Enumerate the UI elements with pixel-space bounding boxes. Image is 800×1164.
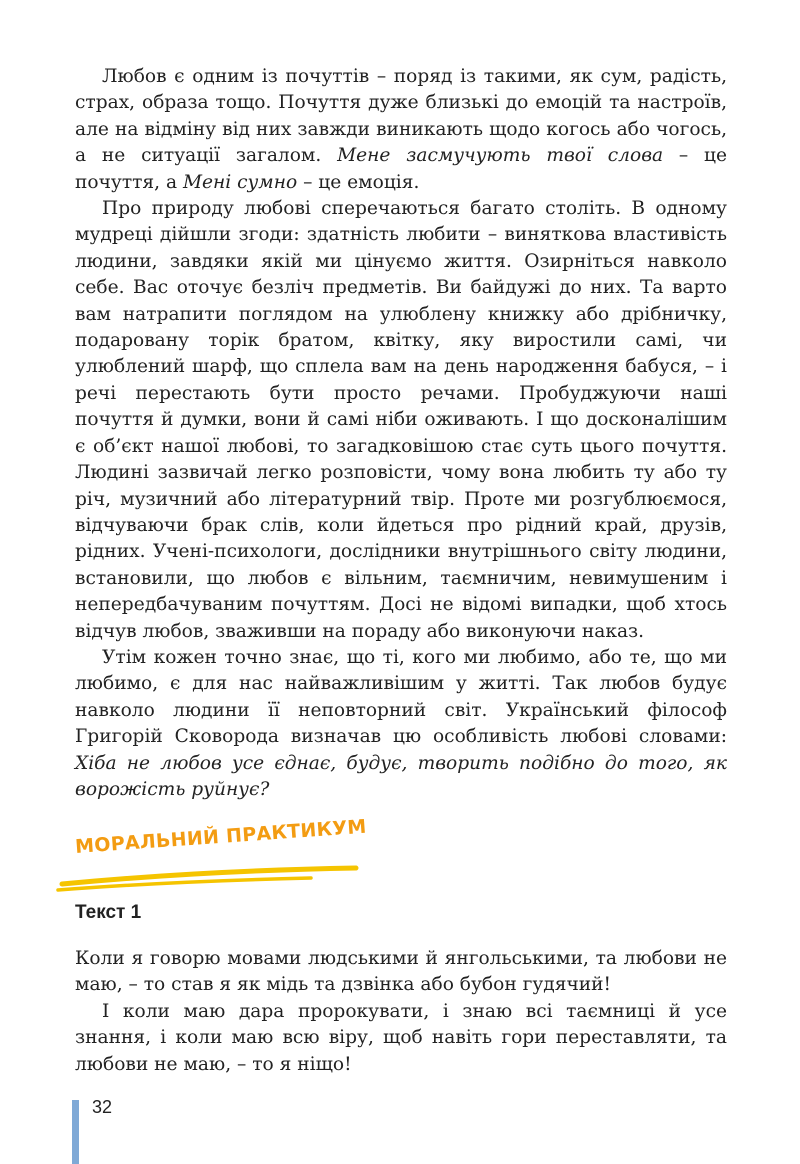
paragraph-3-text: Утім кожен точно знає, що ті, кого ми любимо, або те, що ми любимо, є для нас найважливішим у житті. Так любов будує навколо людини її неповторний світ. Український філософ Григорій Сковорода визначав цю особливість любові словами: [75,646,727,748]
paragraph-1-text: Любов є одним із почуттів – поряд із такими, як сум, радість, страх, образа тощо. Почуття дуже близькі до емоцій та настроїв, але на відміну від них завжди виникають щодо когось або чогось, а не ситуації загалом. [75,66,727,167]
paragraph-1-text-3: – це емоція. [297,171,420,193]
paragraph-1-text-2: – це почуття, а [75,145,727,193]
text-1-paragraph-1: Коли я говорю мовами людськими й янгольськими, та любови не маю, – то став я як мідь та дзвінка або бубон гудячий! [75,948,727,996]
text-1-title: Текст 1 [75,902,142,923]
paragraph-3 [75,645,727,803]
paragraph-1-italic-1: Мене засмучують твої слова [337,145,664,167]
section-heading [56,815,368,892]
text-1-body [75,946,727,1078]
paragraph-1-italic-2: Мені сумно [182,171,298,193]
section-heading-text: МОРАЛЬНИЙ ПРАКТИКУМ [74,815,368,858]
paragraph-2: Про природу любові сперечаються багато століть. В одному мудреці дійшли згоди: здатність любити – виняткова властивість людини, завдяки якій ми цінуємо життя. Озирніться навколо себе. Вас оточує безліч предметів. Ви байдужі до них. Та варто вам натрапити поглядом на улюблену книжку або дрібничку, подаровану торік братом, квітку, яку виростили самі, чи улюблений шарф, що сплела вам на день народження бабуся, – і речі перестають бути просто речами. Пробуджуючи наші почуття й думки, вони й самі ніби оживають. І що досконалішим є об’єкт нашої любові, то загадковішою стає суть цього почуття. Людині зазвичай легко розповісти, чому вона любить ту або ту річ, музичний або літературний твір. Проте ми розгублюємося, відчуваючи брак слів, коли йдеться про рідний край, друзів, рідних. Учені-психологи, дослідники внутрішнього світу людини, встановили, що любов є вільним, таємничим, невимушеним і непередбачуваним почуттям. Досі не відомі випадки, щоб хтось відчув любов, зваживши на пораду або виконуючи наказ. [75,198,727,642]
page-edge-bar [72,1100,79,1164]
paragraph-1 [75,64,727,196]
text-1-paragraph-2: І коли маю дара пророкувати, і знаю всі таємниці й усе знання, і коли маю всю віру, щоб навіть гори переставляти, та любови не маю, – то я ніщо! [75,1000,727,1075]
main-text [75,64,727,803]
page-number: 32 [92,1097,113,1117]
heading-underline-decoration [56,856,366,892]
skovoroda-quote: Хіба не любов усе єднає, будує, творить подібно до того, як ворожість руйнує? [75,752,727,800]
